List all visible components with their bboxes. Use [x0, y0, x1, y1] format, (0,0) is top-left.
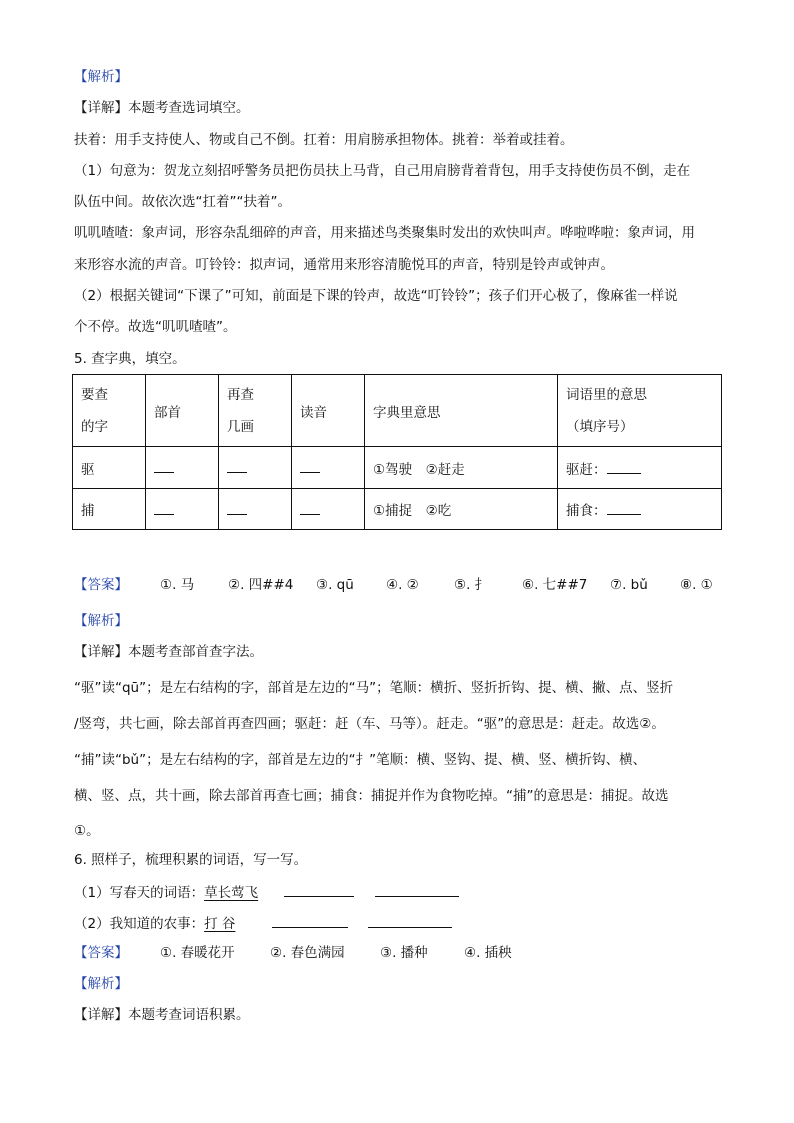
sub-question-2: [74, 913, 452, 933]
text-line: 队伍中间。故依次选“扛着”“扶着”。: [74, 194, 291, 210]
text-line: ①。: [74, 823, 100, 839]
analysis-heading: 【解析】: [74, 976, 128, 992]
header-dict-meaning: 字典里意思: [365, 375, 558, 447]
analysis-heading: 【解析】: [74, 69, 128, 85]
cell-blank: [219, 447, 292, 489]
detail-line: 【详解】本题考查选词填空。: [74, 100, 250, 116]
cell-blank: [146, 447, 219, 489]
example-word: 打 谷: [204, 916, 236, 932]
cell-blank: [219, 489, 292, 530]
cell-meaning: ①捕捉 ②吃: [365, 489, 558, 530]
text-line: “驱”读“qū”；是左右结构的字，部首是左边的“马”；笔顺：横折、竖折折钩、提、横、撇、点、竖折: [74, 680, 674, 696]
cell-word: [558, 489, 722, 530]
header-text: 要查: [81, 386, 108, 403]
answer-item: ⑧. ①: [680, 577, 713, 593]
text-line: （1）句意为：贺龙立刻招呼警务员把伤员扶上马背，自己用肩膀背着背包，用手支持使伤员不倒，走在: [74, 163, 691, 179]
sub-question-label: （2）我知道的农事：: [74, 916, 205, 932]
answer-item: ③. qū: [316, 577, 354, 593]
answer-item: ②. 四##4: [228, 577, 294, 593]
answer-heading: 【答案】: [74, 577, 128, 593]
text-line: 来形容水流的声音。叮铃铃：拟声词，通常用来形容清脆悦耳的声音，特别是铃声或钟声。: [74, 257, 614, 273]
table-header-row: [73, 375, 722, 447]
text-line: 叽叽喳喳：象声词，形容杂乱细碎的声音，用来描述鸟类聚集时发出的欢快叫声。哗啦哗啦：象声词，用: [74, 225, 695, 241]
cell-char: 捕: [73, 489, 146, 530]
text-line: “捕”读“bǔ”；是左右结构的字，部首是左边的“扌”笔顺：横、竖钩、提、横、竖、横折钩、横、: [74, 752, 647, 768]
answer-blank: [284, 882, 354, 897]
cell-blank: [146, 489, 219, 530]
header-text: 几画: [227, 418, 254, 435]
header-word-meaning: [558, 375, 722, 447]
header-text: 的字: [81, 418, 108, 435]
answer-item: ⑥. 七##7: [522, 577, 588, 593]
question-5-title: 5. 查字典，填空。: [74, 351, 186, 367]
table-row: [73, 489, 722, 530]
text-line: /竖弯，共七画，除去部首再查四画；驱赶：赶（车、马等）。赶走。“驱”的意思是：赶走。故选②。: [74, 716, 665, 732]
header-text: 再查: [227, 386, 254, 403]
example-word: 草长莺飞: [204, 885, 259, 901]
cell-blank: [292, 447, 365, 489]
answer-item: ③. 播种: [380, 945, 428, 961]
header-radical: 部首: [146, 375, 219, 447]
header-text: （填序号）: [566, 418, 634, 435]
cell-meaning: ①驾驶 ②赶走: [365, 447, 558, 489]
answer-blank: [368, 913, 452, 928]
text-line: 扶着：用手支持使人、物或自己不倒。扛着：用肩膀承担物体。挑着：举着或挂着。: [74, 132, 574, 148]
answer-blank: [272, 913, 348, 928]
sub-question-1: [74, 882, 459, 902]
dictionary-table: [72, 374, 722, 530]
cell-char: 驱: [73, 447, 146, 489]
sub-question-label: （1）写春天的词语：: [74, 885, 205, 901]
word-label: 捕食：: [566, 503, 607, 519]
header-text: 词语里的意思: [566, 386, 647, 403]
cell-blank: [292, 489, 365, 530]
word-label: 驱赶：: [566, 461, 607, 478]
detail-line: 【详解】本题考查部首查字法。: [74, 644, 263, 660]
answer-blank: [375, 882, 459, 897]
question-6-title: 6. 照样子，梳理积累的词语，写一写。: [74, 852, 308, 868]
header-strokes: [219, 375, 292, 447]
text-line: 个不停。故选“叽叽喳喳”。: [74, 319, 237, 335]
answer-item: ①. 春暖花开: [160, 945, 235, 961]
cell-word: [558, 447, 722, 489]
text-line: （2）根据关键词“下课了”可知，前面是下课的铃声，故选“叮铃铃”；孩子们开心极了，像麻雀一样说: [74, 288, 678, 304]
header-pinyin: 读音: [292, 375, 365, 447]
text-line: 横、竖、点，共十画，除去部首再查七画；捕食：捕捉并作为食物吃掉。“捕”的意思是：捕捉。故选: [74, 788, 669, 804]
header-char: [73, 375, 146, 447]
answer-item: ①. 马: [160, 577, 195, 593]
answer-item: ④. 插秧: [464, 945, 512, 961]
answer-item: ⑤. 扌: [454, 577, 489, 593]
detail-line: 【详解】本题考查词语积累。: [74, 1007, 250, 1023]
analysis-heading: 【解析】: [74, 613, 128, 629]
answer-item: ④. ②: [386, 577, 419, 593]
answer-item: ⑦. bǔ: [610, 577, 648, 593]
answer-heading: 【答案】: [74, 945, 128, 961]
table-row: [73, 447, 722, 489]
answer-item: ②. 春色满园: [270, 945, 345, 961]
